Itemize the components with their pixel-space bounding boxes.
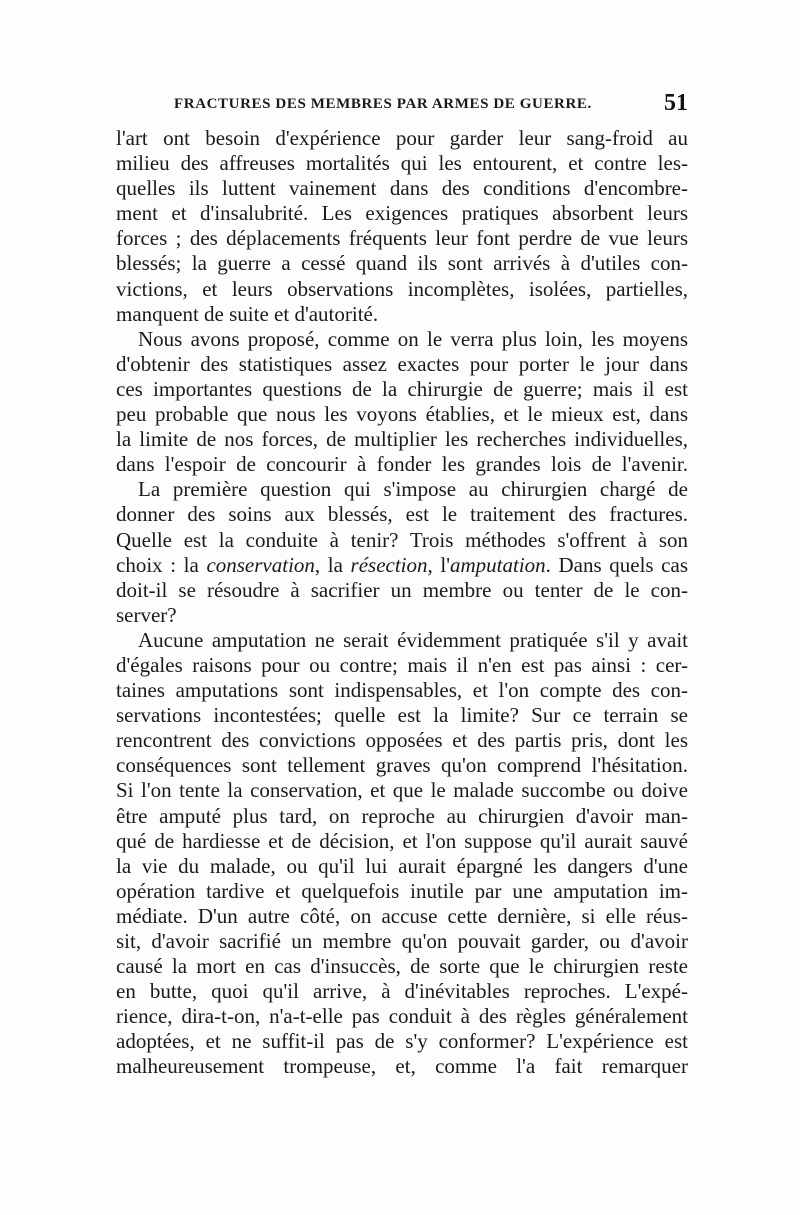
text-line: taines amputations sont indispensables, et l'on compte des con-: [116, 678, 688, 703]
text-line: d'égales raisons pour ou contre; mais il n'en est pas ainsi : cer-: [116, 652, 688, 677]
text-line: ces importantes questions de la chirurgie de guerre; mais il est: [116, 376, 688, 401]
text-line: La première question qui s'impose au chirurgien chargé de: [138, 477, 688, 502]
text-line: malheureusement trompeuse, et, comme l'a fait remarquer: [116, 1054, 688, 1079]
text-segment: , l': [427, 552, 450, 577]
text-line: Quelle est la conduite à tenir? Trois méthodes s'offrent à son: [116, 527, 688, 552]
italic-term: conservation: [206, 552, 315, 577]
text-line: être amputé plus tard, on reproche au chirurgien d'avoir man-: [116, 803, 688, 828]
text-line: milieu des affreuses mortalités qui les entourent, et contre les-: [116, 151, 688, 176]
italic-term: amputation: [449, 552, 546, 577]
text-line: Aucune amputation ne serait évidemment pratiquée s'il y avait: [138, 627, 688, 652]
text-line: blessés; la guerre a cessé quand ils sont arrivés à d'utiles con-: [116, 251, 688, 276]
text-line: manquent de suite et d'autorité.: [116, 301, 379, 326]
page-number: 51: [664, 90, 688, 116]
text-line: causé la mort en cas d'insuccès, de sorte que le chirurgien reste: [116, 954, 688, 979]
text-line: forces ; des déplacements fréquents leur font perdre de vue leurs: [116, 226, 688, 251]
text-segment: . Dans quels cas: [545, 552, 688, 577]
text-line: sit, d'avoir sacrifié un membre qu'on pouvait garder, ou d'avoir: [116, 929, 688, 953]
text-line: en butte, quoi qu'il arrive, à d'inévitables reproches. L'expé-: [116, 979, 688, 1004]
text-line: rience, dira-t-on, n'a-t-elle pas conduit à des règles généralement: [116, 1004, 688, 1029]
running-head: [116, 92, 688, 120]
text-line: peu probable que nous les voyons établies, et le mieux est, dans: [116, 402, 688, 427]
text-line: dans l'espoir de concourir à fonder les grandes lois de l'avenir.: [116, 452, 688, 477]
body-text: [116, 126, 688, 1080]
text-line: l'art ont besoin d'expérience pour garder leur sang-froid au: [116, 126, 688, 150]
text-line: server?: [116, 602, 177, 627]
text-line: quelles ils luttent vainement dans des conditions d'encombre-: [116, 176, 688, 201]
text-line: [116, 553, 688, 578]
text-line: Si l'on tente la conservation, et que le malade succombe ou doive: [116, 778, 688, 803]
text-line: servations incontestées; quelle est la limite? Sur ce terrain se: [116, 703, 688, 728]
text-line: adoptées, et ne suffit-il pas de s'y conformer? L'expérience est: [116, 1029, 688, 1054]
text-line: médiate. D'un autre côté, on accuse cette dernière, si elle réus-: [116, 903, 688, 928]
text-line: la vie du malade, ou qu'il lui aurait épargné les dangers d'une: [116, 853, 688, 878]
italic-term: résection: [350, 552, 428, 577]
text-line: donner des soins aux blessés, est le traitement des fractures.: [116, 502, 688, 527]
text-segment: choix : la: [116, 552, 207, 577]
running-title: FRACTURES DES MEMBRES PAR ARMES DE GUERRE.: [174, 96, 592, 112]
text-segment: , la: [314, 552, 351, 577]
text-line: ment et d'insalubrité. Les exigences pratiques absorbent leurs: [116, 201, 688, 226]
text-line: d'obtenir des statistiques assez exactes pour porter le jour dans: [116, 351, 688, 376]
text-line: Nous avons proposé, comme on le verra plus loin, les moyens: [138, 326, 688, 351]
text-line: opération tardive et quelquefois inutile par une amputation im-: [116, 878, 688, 903]
text-line: rencontrent des convictions opposées et des partis pris, dont les: [116, 728, 688, 753]
text-line: conséquences sont tellement graves qu'on comprend l'hésitation.: [116, 753, 688, 778]
text-line: doit-il se résoudre à sacrifier un membre ou tenter de le con-: [116, 577, 688, 602]
text-line: la limite de nos forces, de multiplier les recherches individuelles,: [116, 427, 688, 452]
text-line: victions, et leurs observations incomplètes, isolées, partielles,: [116, 276, 688, 301]
text-line: qué de hardiesse et de décision, et l'on suppose qu'il aurait sauvé: [116, 828, 688, 853]
